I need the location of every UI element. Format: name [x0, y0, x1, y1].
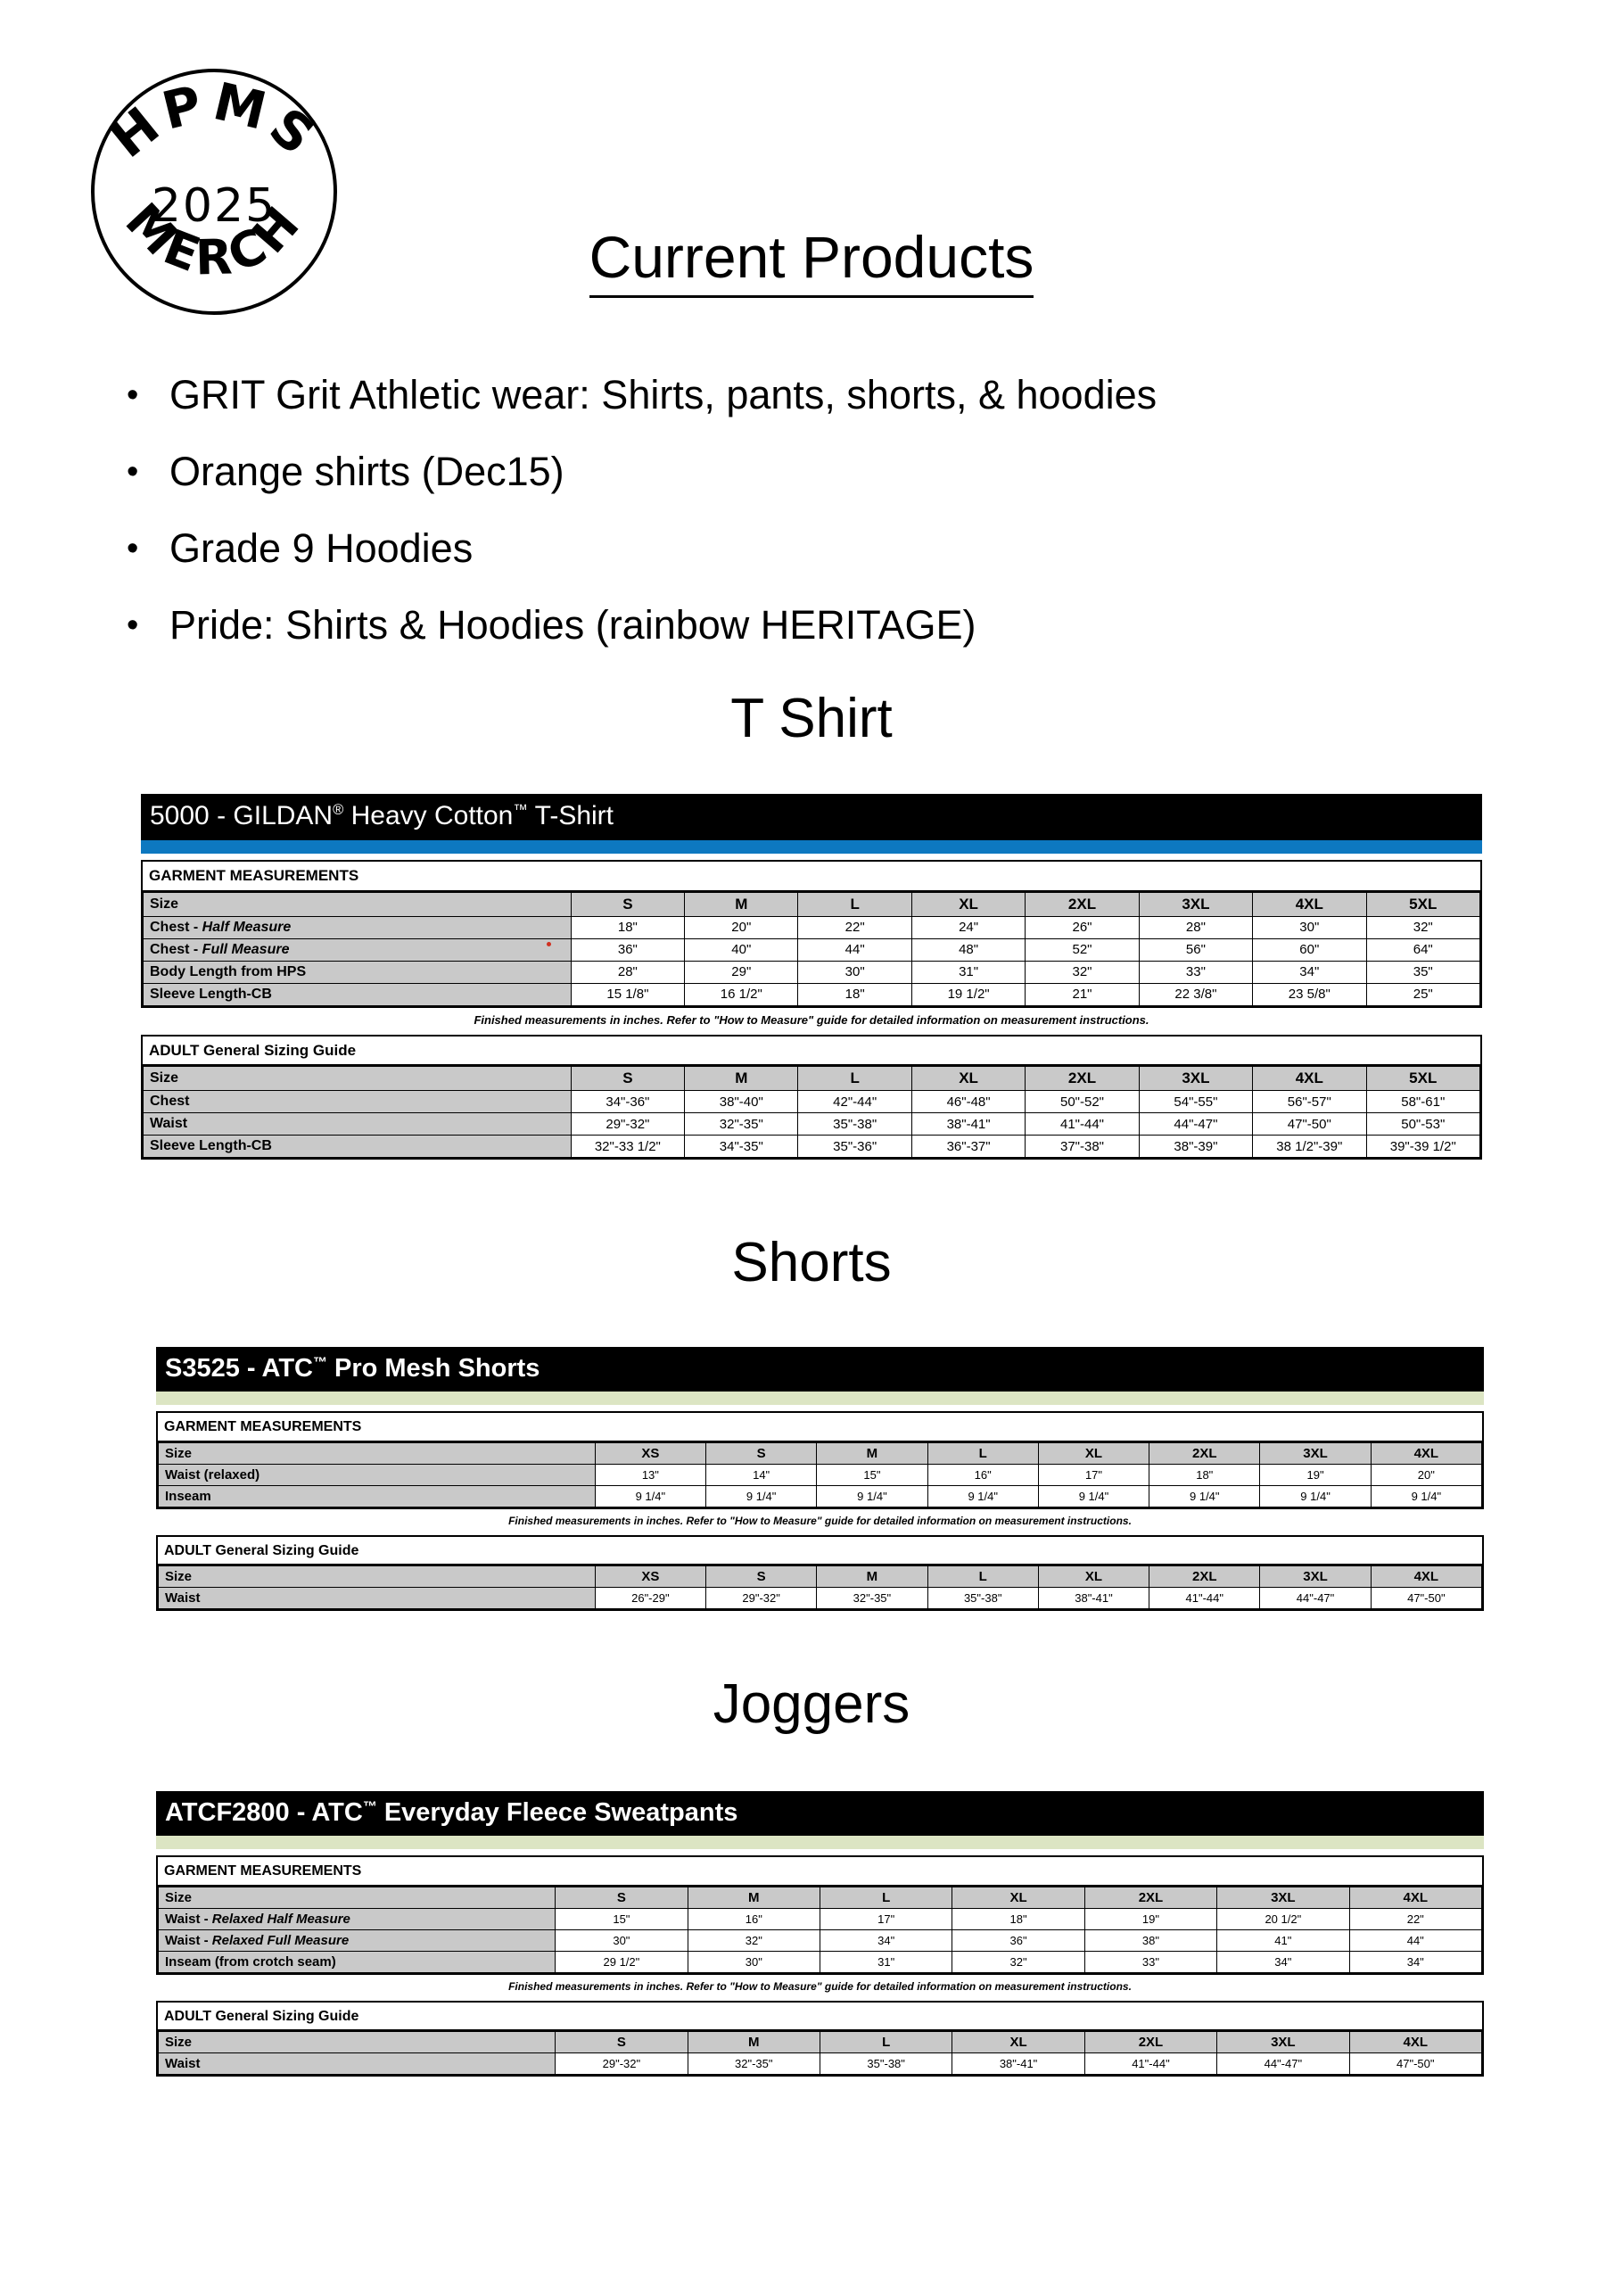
cell: 32" — [1366, 916, 1479, 938]
cell: 21" — [1026, 983, 1139, 1005]
cell: 31" — [820, 1951, 952, 1972]
row-label-plain: Body Length from HPS — [150, 963, 307, 979]
cell: 54"-55" — [1139, 1091, 1252, 1113]
accent-bar-tshirt — [141, 840, 1482, 854]
cell: 23 5/8" — [1253, 983, 1366, 1005]
cell: 41"-44" — [1084, 2053, 1216, 2075]
block-label: GARMENT MEASUREMENTS — [143, 862, 1480, 892]
trademark-icon: ™ — [313, 1355, 327, 1371]
cell: 29"-32" — [706, 1588, 817, 1609]
cell: 34"-36" — [571, 1091, 684, 1113]
cell: 22 3/8" — [1139, 983, 1252, 1005]
accent-bar-joggers — [156, 1836, 1484, 1849]
cell: 44"-47" — [1260, 1588, 1371, 1609]
footnote-tshirt: Finished measurements in inches. Refer to "How to Measure" guide for detailed information on measurement instructions. — [474, 1012, 1149, 1027]
cell: 30" — [798, 961, 911, 983]
col-3xl: 3XL — [1217, 1887, 1349, 1908]
row-label-plain: Chest - — [150, 919, 202, 935]
cell: 34" — [1253, 961, 1366, 983]
col-s: S — [571, 892, 684, 916]
page-title — [0, 224, 1623, 290]
table-header-row — [144, 892, 1480, 916]
cell: 52" — [1026, 938, 1139, 961]
chart-title-end: Pro Mesh Shorts — [326, 1354, 540, 1383]
cell: 58"-61" — [1366, 1091, 1479, 1113]
col-3xl: 3XL — [1139, 892, 1252, 916]
cell: 44"-47" — [1217, 2053, 1349, 2075]
cell: 38" — [1084, 1929, 1216, 1951]
section-heading-tshirt: T Shirt — [730, 688, 893, 749]
cell: 22" — [1349, 1908, 1481, 1929]
chart-title-tshirt — [141, 794, 1482, 840]
row-label: Waist — [159, 2053, 556, 2075]
col-2xl: 2XL — [1084, 2032, 1216, 2053]
garment-measurements-block-tshirt — [141, 860, 1482, 1008]
col-3xl: 3XL — [1139, 1067, 1252, 1091]
cell: 35"-36" — [798, 1136, 911, 1158]
cell: 19" — [1084, 1908, 1216, 1929]
col-size-label: Size — [159, 1442, 596, 1464]
table-row — [144, 916, 1480, 938]
cell: 56"-57" — [1253, 1091, 1366, 1113]
cell: 64" — [1366, 938, 1479, 961]
table-row — [159, 1951, 1482, 1972]
cell: 32"-35" — [817, 1588, 927, 1609]
garment-measurements-table-joggers — [158, 1887, 1482, 1973]
cell: 38"-41" — [911, 1113, 1025, 1136]
adult-sizing-block-tshirt — [141, 1035, 1482, 1160]
row-label-plain: Waist - — [165, 1911, 212, 1927]
col-4xl: 4XL — [1349, 1887, 1481, 1908]
table-row — [144, 983, 1480, 1005]
cell: 9 1/4" — [1038, 1485, 1149, 1507]
chart-title-end: T-Shirt — [527, 801, 614, 830]
cell: 36"-37" — [911, 1136, 1025, 1158]
cell: 37"-38" — [1026, 1136, 1139, 1158]
row-label-em: Relaxed Full Measure — [211, 1932, 350, 1948]
cell: 30" — [688, 1951, 820, 1972]
cell: 26"-29" — [595, 1588, 705, 1609]
cell: 28" — [1139, 916, 1252, 938]
col-3xl: 3XL — [1217, 2032, 1349, 2053]
cell: 50"-53" — [1366, 1113, 1479, 1136]
row-label-plain: Inseam (from crotch seam) — [165, 1953, 336, 1970]
trademark-icon: ™ — [362, 1799, 377, 1815]
cell: 29 1/2" — [556, 1951, 688, 1972]
cell: 24" — [911, 916, 1025, 938]
red-marker-dot — [547, 942, 551, 946]
col-s: S — [706, 1442, 817, 1464]
table-row — [159, 1485, 1482, 1507]
cell: 22" — [798, 916, 911, 938]
cell: 32" — [1026, 961, 1139, 983]
table-header-row — [159, 1442, 1482, 1464]
col-m: M — [817, 1442, 927, 1464]
cell: 48" — [911, 938, 1025, 961]
row-label — [144, 938, 572, 961]
chart-title-sku: 5000 - GILDAN — [150, 801, 334, 830]
col-size-label: Size — [144, 892, 572, 916]
cell: 35"-38" — [820, 2053, 952, 2075]
chart-title-sku: S3525 - ATC — [165, 1354, 313, 1383]
cell: 38"-41" — [1038, 1588, 1149, 1609]
row-label-em: Half Measure — [202, 919, 292, 935]
col-4xl: 4XL — [1253, 1067, 1366, 1091]
cell: 33" — [1084, 1951, 1216, 1972]
garment-measurements-table-shorts — [158, 1442, 1482, 1507]
cell: 15" — [556, 1908, 688, 1929]
col-m: M — [685, 1067, 798, 1091]
col-xs: XS — [595, 1442, 705, 1464]
col-xl: XL — [911, 1067, 1025, 1091]
chart-title-mid: Heavy Cotton — [343, 801, 514, 830]
cell: 29"-32" — [571, 1113, 684, 1136]
table-header-row — [159, 1566, 1482, 1588]
cell: 47"-50" — [1349, 2053, 1481, 2075]
cell: 60" — [1253, 938, 1366, 961]
cell: 34" — [1217, 1951, 1349, 1972]
chart-title-joggers — [156, 1791, 1484, 1836]
col-xl: XL — [952, 1887, 1084, 1908]
list-item: • Grade 9 Hoodies — [114, 510, 1541, 587]
col-2xl: 2XL — [1084, 1887, 1216, 1908]
size-chart-tshirt — [141, 794, 1482, 1160]
cell: 41"-44" — [1026, 1113, 1139, 1136]
col-size-label: Size — [144, 1067, 572, 1091]
cell: 38"-41" — [952, 2053, 1084, 2075]
col-xs: XS — [595, 1566, 705, 1588]
garment-measurements-block-shorts — [156, 1411, 1484, 1509]
row-label: Sleeve Length-CB — [144, 1136, 572, 1158]
cell: 38 1/2"-39" — [1253, 1136, 1366, 1158]
cell: 29"-32" — [556, 2053, 688, 2075]
cell: 36" — [571, 938, 684, 961]
table-header-row — [144, 1067, 1480, 1091]
row-label: Waist — [159, 1588, 596, 1609]
chart-title-end: Everyday Fleece Sweatpants — [376, 1798, 738, 1827]
col-xl: XL — [1038, 1566, 1149, 1588]
cell: 16" — [688, 1908, 820, 1929]
cell: 9 1/4" — [1149, 1485, 1260, 1507]
cell: 40" — [685, 938, 798, 961]
col-2xl: 2XL — [1149, 1442, 1260, 1464]
cell: 35"-38" — [927, 1588, 1038, 1609]
garment-measurements-block-joggers — [156, 1855, 1484, 1975]
col-4xl: 4XL — [1371, 1442, 1481, 1464]
col-l: L — [820, 2032, 952, 2053]
col-m: M — [685, 892, 798, 916]
row-label: Waist — [144, 1113, 572, 1136]
row-label: Waist (relaxed) — [159, 1464, 596, 1485]
col-2xl: 2XL — [1026, 892, 1139, 916]
accent-bar-shorts — [156, 1392, 1484, 1405]
cell: 30" — [1253, 916, 1366, 938]
table-row — [144, 1091, 1480, 1113]
cell: 32"-35" — [685, 1113, 798, 1136]
block-label: ADULT General Sizing Guide — [158, 2003, 1482, 2032]
cell: 19" — [1260, 1464, 1371, 1485]
table-header-row — [159, 1887, 1482, 1908]
table-row — [159, 1588, 1482, 1609]
row-label — [144, 983, 572, 1005]
cell: 15" — [817, 1464, 927, 1485]
logo-year-text: 2025 — [151, 179, 277, 233]
col-xl: XL — [952, 2032, 1084, 2053]
cell: 17" — [1038, 1464, 1149, 1485]
cell: 9 1/4" — [927, 1485, 1038, 1507]
cell: 36" — [952, 1929, 1084, 1951]
trademark-icon: ™ — [513, 802, 528, 818]
cell: 31" — [911, 961, 1025, 983]
col-4xl: 4XL — [1253, 892, 1366, 916]
cell: 46"-48" — [911, 1091, 1025, 1113]
col-4xl: 4XL — [1349, 2032, 1481, 2053]
cell: 32"-33 1/2" — [571, 1136, 684, 1158]
section-heading-shorts: Shorts — [731, 1232, 892, 1293]
row-label-plain: Sleeve Length-CB — [150, 986, 272, 1002]
adult-sizing-block-joggers — [156, 2001, 1484, 2077]
row-label — [144, 961, 572, 983]
cell: 34" — [1349, 1951, 1481, 1972]
col-m: M — [817, 1566, 927, 1588]
col-l: L — [798, 892, 911, 916]
col-size-label: Size — [159, 1566, 596, 1588]
table-header-row — [159, 2032, 1482, 2053]
size-chart-joggers — [156, 1791, 1484, 2077]
row-label-plain: Waist - — [165, 1932, 212, 1948]
cell: 38"-40" — [685, 1091, 798, 1113]
cell: 28" — [571, 961, 684, 983]
cell: 29" — [685, 961, 798, 983]
cell: 20" — [685, 916, 798, 938]
cell: 34" — [820, 1929, 952, 1951]
col-3xl: 3XL — [1260, 1566, 1371, 1588]
cell: 15 1/8" — [571, 983, 684, 1005]
row-label — [159, 1929, 556, 1951]
row-label — [159, 1951, 556, 1972]
col-2xl: 2XL — [1149, 1566, 1260, 1588]
col-l: L — [798, 1067, 911, 1091]
cell: 32" — [688, 1929, 820, 1951]
cell: 44" — [798, 938, 911, 961]
cell: 13" — [595, 1464, 705, 1485]
adult-sizing-block-shorts — [156, 1535, 1484, 1612]
cell: 33" — [1139, 961, 1252, 983]
adult-sizing-table-shorts — [158, 1565, 1482, 1609]
registered-icon: ® — [333, 802, 344, 818]
row-label: Inseam — [159, 1485, 596, 1507]
col-s: S — [706, 1566, 817, 1588]
cell: 39"-39 1/2" — [1366, 1136, 1479, 1158]
col-s: S — [571, 1067, 684, 1091]
col-4xl: 4XL — [1371, 1566, 1481, 1588]
col-m: M — [688, 2032, 820, 2053]
chart-title-sku: ATCF2800 - ATC — [165, 1798, 363, 1827]
cell: 41" — [1217, 1929, 1349, 1951]
adult-sizing-table-joggers — [158, 2031, 1482, 2075]
row-label-em: Full Measure — [202, 941, 290, 957]
logo-top-text: HPMS — [98, 70, 330, 170]
col-3xl: 3XL — [1260, 1442, 1371, 1464]
row-label — [159, 1908, 556, 1929]
cell: 16" — [927, 1464, 1038, 1485]
cell: 26" — [1026, 916, 1139, 938]
table-row — [144, 1136, 1480, 1158]
col-s: S — [556, 2032, 688, 2053]
col-xl: XL — [911, 892, 1025, 916]
cell: 9 1/4" — [1260, 1485, 1371, 1507]
cell: 18" — [1149, 1464, 1260, 1485]
table-row — [144, 938, 1480, 961]
cell: 14" — [706, 1464, 817, 1485]
block-label: ADULT General Sizing Guide — [143, 1037, 1480, 1067]
product-bullet-list — [114, 357, 1541, 664]
col-l: L — [927, 1566, 1038, 1588]
cell: 50"-52" — [1026, 1091, 1139, 1113]
cell: 25" — [1366, 983, 1479, 1005]
col-size-label: Size — [159, 2032, 556, 2053]
cell: 34"-35" — [685, 1136, 798, 1158]
cell: 44" — [1349, 1929, 1481, 1951]
cell: 9 1/4" — [595, 1485, 705, 1507]
cell: 9 1/4" — [817, 1485, 927, 1507]
page-title-text: Current Products — [589, 224, 1034, 298]
cell: 9 1/4" — [1371, 1485, 1481, 1507]
cell: 19 1/2" — [911, 983, 1025, 1005]
cell: 32"-35" — [688, 2053, 820, 2075]
cell: 38"-39" — [1139, 1136, 1252, 1158]
section-heading-joggers: Joggers — [713, 1673, 910, 1735]
cell: 41"-44" — [1149, 1588, 1260, 1609]
block-label: GARMENT MEASUREMENTS — [158, 1413, 1482, 1442]
table-row — [159, 1929, 1482, 1951]
chart-title-shorts — [156, 1347, 1484, 1392]
block-label: GARMENT MEASUREMENTS — [158, 1857, 1482, 1887]
col-5xl: 5XL — [1366, 892, 1479, 916]
cell: 16 1/2" — [685, 983, 798, 1005]
cell: 20" — [1371, 1464, 1481, 1485]
table-row — [159, 1908, 1482, 1929]
size-chart-shorts — [156, 1347, 1484, 1611]
footnote-shorts: Finished measurements in inches. Refer to "How to Measure" guide for detailed information on measurement instructions. — [508, 1514, 1132, 1527]
cell: 47"-50" — [1253, 1113, 1366, 1136]
col-m: M — [688, 1887, 820, 1908]
logo-bottom-text: MERCH — [114, 192, 313, 286]
cell: 20 1/2" — [1217, 1908, 1349, 1929]
list-item: • Pride: Shirts & Hoodies (rainbow HERITAGE) — [114, 587, 1541, 664]
col-xl: XL — [1038, 1442, 1149, 1464]
row-label: Chest — [144, 1091, 572, 1113]
row-label-em: Relaxed Half Measure — [211, 1911, 350, 1927]
table-row — [144, 1113, 1480, 1136]
cell: 18" — [798, 983, 911, 1005]
adult-sizing-table-tshirt — [143, 1066, 1480, 1158]
col-l: L — [820, 1887, 952, 1908]
col-5xl: 5XL — [1366, 1067, 1479, 1091]
cell: 44"-47" — [1139, 1113, 1252, 1136]
row-label — [144, 916, 572, 938]
table-row — [159, 1464, 1482, 1485]
cell: 18" — [571, 916, 684, 938]
cell: 35"-38" — [798, 1113, 911, 1136]
cell: 17" — [820, 1908, 952, 1929]
cell: 9 1/4" — [706, 1485, 817, 1507]
footnote-joggers: Finished measurements in inches. Refer to "How to Measure" guide for detailed information on measurement instructions. — [508, 1979, 1132, 1993]
col-2xl: 2XL — [1026, 1067, 1139, 1091]
col-l: L — [927, 1442, 1038, 1464]
col-s: S — [556, 1887, 688, 1908]
cell: 42"-44" — [798, 1091, 911, 1113]
cell: 47"-50" — [1371, 1588, 1481, 1609]
cell: 56" — [1139, 938, 1252, 961]
block-label: ADULT General Sizing Guide — [158, 1537, 1482, 1566]
cell: 30" — [556, 1929, 688, 1951]
cell: 32" — [952, 1951, 1084, 1972]
table-row — [144, 961, 1480, 983]
table-row — [159, 2053, 1482, 2075]
cell: 35" — [1366, 961, 1479, 983]
cell: 18" — [952, 1908, 1084, 1929]
row-label-plain: Chest - — [150, 941, 202, 957]
list-item: • Orange shirts (Dec15) — [114, 434, 1541, 510]
garment-measurements-table-tshirt — [143, 892, 1480, 1006]
list-item: • GRIT Grit Athletic wear: Shirts, pants, shorts, & hoodies — [114, 357, 1541, 434]
col-size-label: Size — [159, 1887, 556, 1908]
